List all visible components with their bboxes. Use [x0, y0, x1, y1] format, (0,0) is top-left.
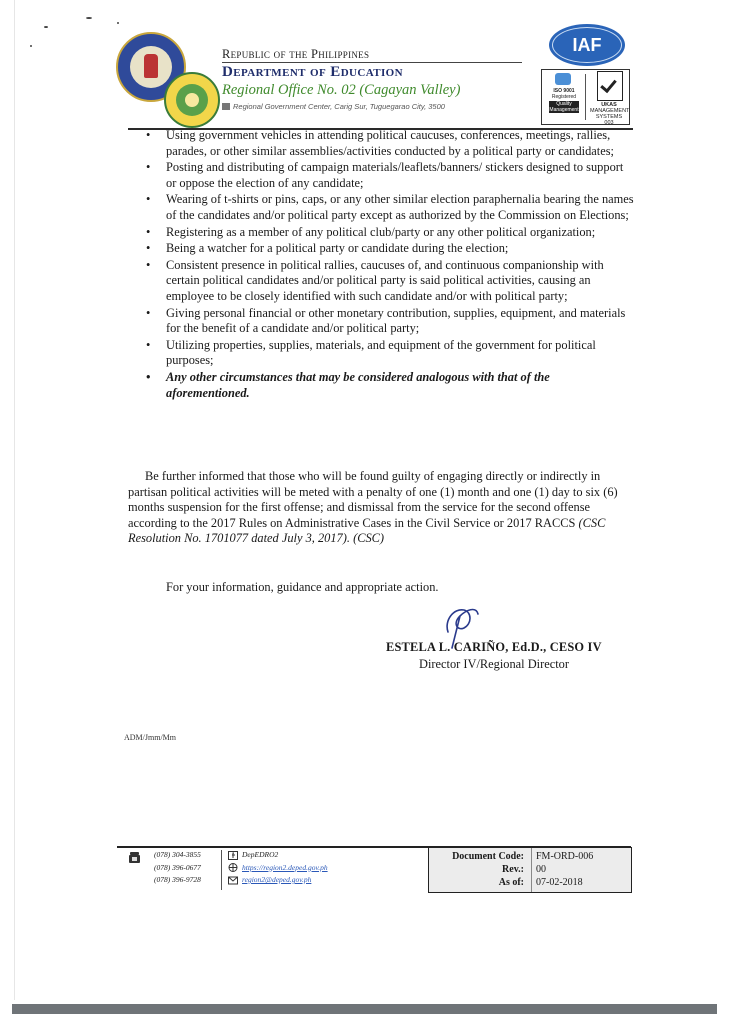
- header-regional-office: Regional Office No. 02 (Cagayan Valley): [222, 82, 461, 98]
- facebook-row: [228, 849, 328, 862]
- list-item: • Any other circumstances that may be considered analogous with that of the aforementioned.: [146, 370, 636, 401]
- list-item: • Utilizing properties, supplies, materials, and equipment of the government for political purposes;: [146, 338, 636, 369]
- footer-online-contacts: [228, 849, 328, 887]
- list-item: • Using government vehicles in attending political caucuses, conferences, meetings, rallies, parades, or other similar assemblies/activities conducted by a political party or candidates;: [146, 128, 636, 159]
- iaf-certification-logo: [549, 24, 625, 66]
- envelope-icon: [228, 876, 238, 885]
- email-link[interactable]: region2@deped.gov.ph: [242, 875, 312, 884]
- doc-value: 07-02-2018: [536, 877, 583, 888]
- header-address: [222, 102, 445, 111]
- doc-value: FM-ORD-006: [536, 851, 594, 862]
- ukas-label: UKAS: [601, 102, 617, 108]
- list-item: • Posting and distributing of campaign materials/leaflets/banners/ stickers designed to support or oppose the election of any candidate;: [146, 160, 636, 191]
- telephone-icon: [128, 851, 141, 864]
- building-icon: [222, 103, 230, 110]
- footer-phone-numbers: [154, 849, 201, 887]
- doc-row-code: [429, 851, 631, 864]
- prohibited-activities-list: [146, 128, 636, 402]
- phone-number: (078) 304-3855: [154, 850, 201, 859]
- globe-icon: [228, 863, 238, 872]
- email-row: [228, 874, 328, 887]
- phone-number: (078) 396-9728: [154, 875, 201, 884]
- doc-label: As of:: [498, 877, 524, 888]
- facebook-handle[interactable]: DepEDRO2: [242, 850, 279, 859]
- doc-label: Document Code:: [452, 851, 524, 862]
- doc-row-rev: [429, 864, 631, 877]
- signatory-name: ESTELA L. CARIÑO, Ed.D., CESO IV: [386, 640, 602, 654]
- iso-sub: Registered: [551, 94, 577, 100]
- doc-label: Rev.:: [502, 864, 524, 875]
- list-item: • Consistent presence in political rallies, caucuses of, and continuous companionship with certain political candidates and/or political party is said political activities, causing an employee to be closely identified with such candidate and/or with political party;: [146, 258, 636, 305]
- penalty-text: [128, 469, 636, 547]
- header-rule: [222, 62, 522, 63]
- footer-separator: [221, 850, 222, 890]
- closing-line: For your information, guidance and appropriate action.: [166, 580, 439, 594]
- ukas-sub: MANAGEMENT SYSTEMS: [590, 108, 630, 120]
- header-department: Department of Education: [222, 64, 403, 80]
- iso-badge-icon: [555, 73, 571, 85]
- iaf-label: IAF: [572, 35, 602, 55]
- scan-speck: [117, 22, 119, 24]
- header-republic: Republic of the Philippines: [222, 47, 370, 61]
- signatory-title: Director IV/Regional Director: [419, 657, 570, 671]
- reference-initials: ADM/Jmm/Mm: [124, 733, 177, 742]
- iso-sub2: Quality Management: [549, 101, 579, 113]
- scan-speck: [30, 45, 32, 47]
- document-control-box: [428, 847, 632, 893]
- header-address-text: Regional Government Center, Carig Sur, Tuguegarao City, 3500: [233, 102, 445, 111]
- ukas-badge-text: [590, 102, 628, 126]
- doc-row-date: [429, 877, 631, 890]
- scan-edge: [14, 0, 15, 1000]
- scan-bottom-bar: [12, 1004, 717, 1014]
- penalty-citation: (CSC Resolution No. 1701077 dated July 3, 2017). (CSC): [128, 515, 606, 546]
- website-link[interactable]: https://region2.deped.gov.ph: [242, 862, 328, 872]
- ukas-num: 003: [604, 120, 614, 126]
- iso-badge-text: [549, 88, 579, 113]
- doc-value: 00: [536, 864, 546, 875]
- scan-speck: [44, 26, 48, 28]
- website-row: [228, 862, 328, 875]
- penalty-body: Be further informed that those who will be found guilty of engaging directly or indirectly in partisan political activities will be meted with a penalty of one (1) month and one (1) day to six (6) months suspension for the first offense; and dismissal from the service for the second offense according to the 2017 Rules on Administrative Cases in the Civil Service or 2017 RACCS: [128, 469, 618, 530]
- iso-label: ISO 9001: [553, 88, 575, 94]
- list-item: • Wearing of t-shirts or pins, caps, or any other similar election paraphernalia bearing the names of the candidates and/or political party except as authorized by the Commission on Elections;: [146, 192, 636, 223]
- list-item: • Registering as a member of any political club/party or any other political organization;: [146, 225, 636, 241]
- regional-office-seal-logo: [164, 72, 220, 128]
- list-item: • Giving personal financial or other monetary contribution, supplies, equipment, and materials for the benefit of a candidate and/or political party;: [146, 306, 636, 337]
- penalty-paragraph: [128, 469, 636, 547]
- phone-number: (078) 396-0677: [154, 862, 201, 872]
- facebook-icon: [228, 851, 238, 860]
- list-item: • Being a watcher for a political party or candidate during the election;: [146, 241, 636, 257]
- ukas-check-icon: [597, 71, 623, 101]
- scan-speck: [86, 17, 92, 19]
